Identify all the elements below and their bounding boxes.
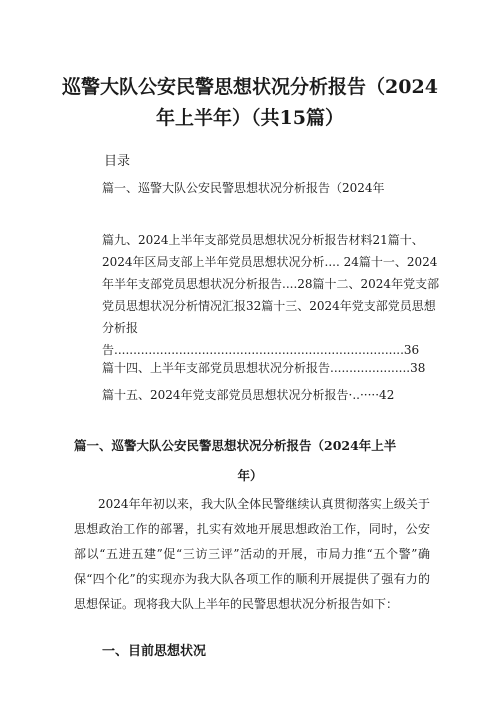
section-heading-line-2: 年）: [237, 468, 263, 483]
title-line-1: 巡警大队公安民警思想状况分析报告（2024: [62, 76, 438, 98]
toc-entry[interactable]: 篇九、2024上半年支部党员思想状况分析报告材料21篇十、2024年区局支部上半年党员思想状况分析.... 24篇十一、2024年半年支部党员思想状况分析报告....28篇十二、2024年党支部党员思想状况分析情况汇报32篇十三、2024年党支部党员思想分析报告............................................................................36: [102, 233, 440, 357]
document-title: [40, 72, 460, 134]
title-line-2: 年上半年）（共15篇）: [156, 107, 344, 129]
toc-heading: 目录: [104, 154, 131, 169]
toc-entry[interactable]: 篇一、巡警大队公安民警思想状况分析报告（2024年: [102, 181, 385, 195]
body-paragraph: 2024年年初以来，我大队全体民警继续认真贯彻落实上级关于思想政治工作的部署，扎实有效地开展思想政治工作，同时，公安部以“五进五建”促“三访三评”活动的开展，市局力推“五个警”确保“四个化”的实现亦为我大队各项工作的顺利开展提供了强有力的思想保证。现将我大队上半年的民警思想状况分析报告如下：: [74, 497, 430, 611]
section-heading-line-1: 篇一、巡警大队公安民警思想状况分析报告（2024年上半: [74, 438, 397, 453]
toc-entry[interactable]: 篇十五、2024年党支部党员思想状况分析报告·..·····42: [102, 388, 395, 402]
toc-entry[interactable]: 篇十四、上半年支部党员思想状况分析报告.....................38: [102, 361, 426, 375]
subsection-heading: 一、目前思想状况: [102, 644, 207, 659]
